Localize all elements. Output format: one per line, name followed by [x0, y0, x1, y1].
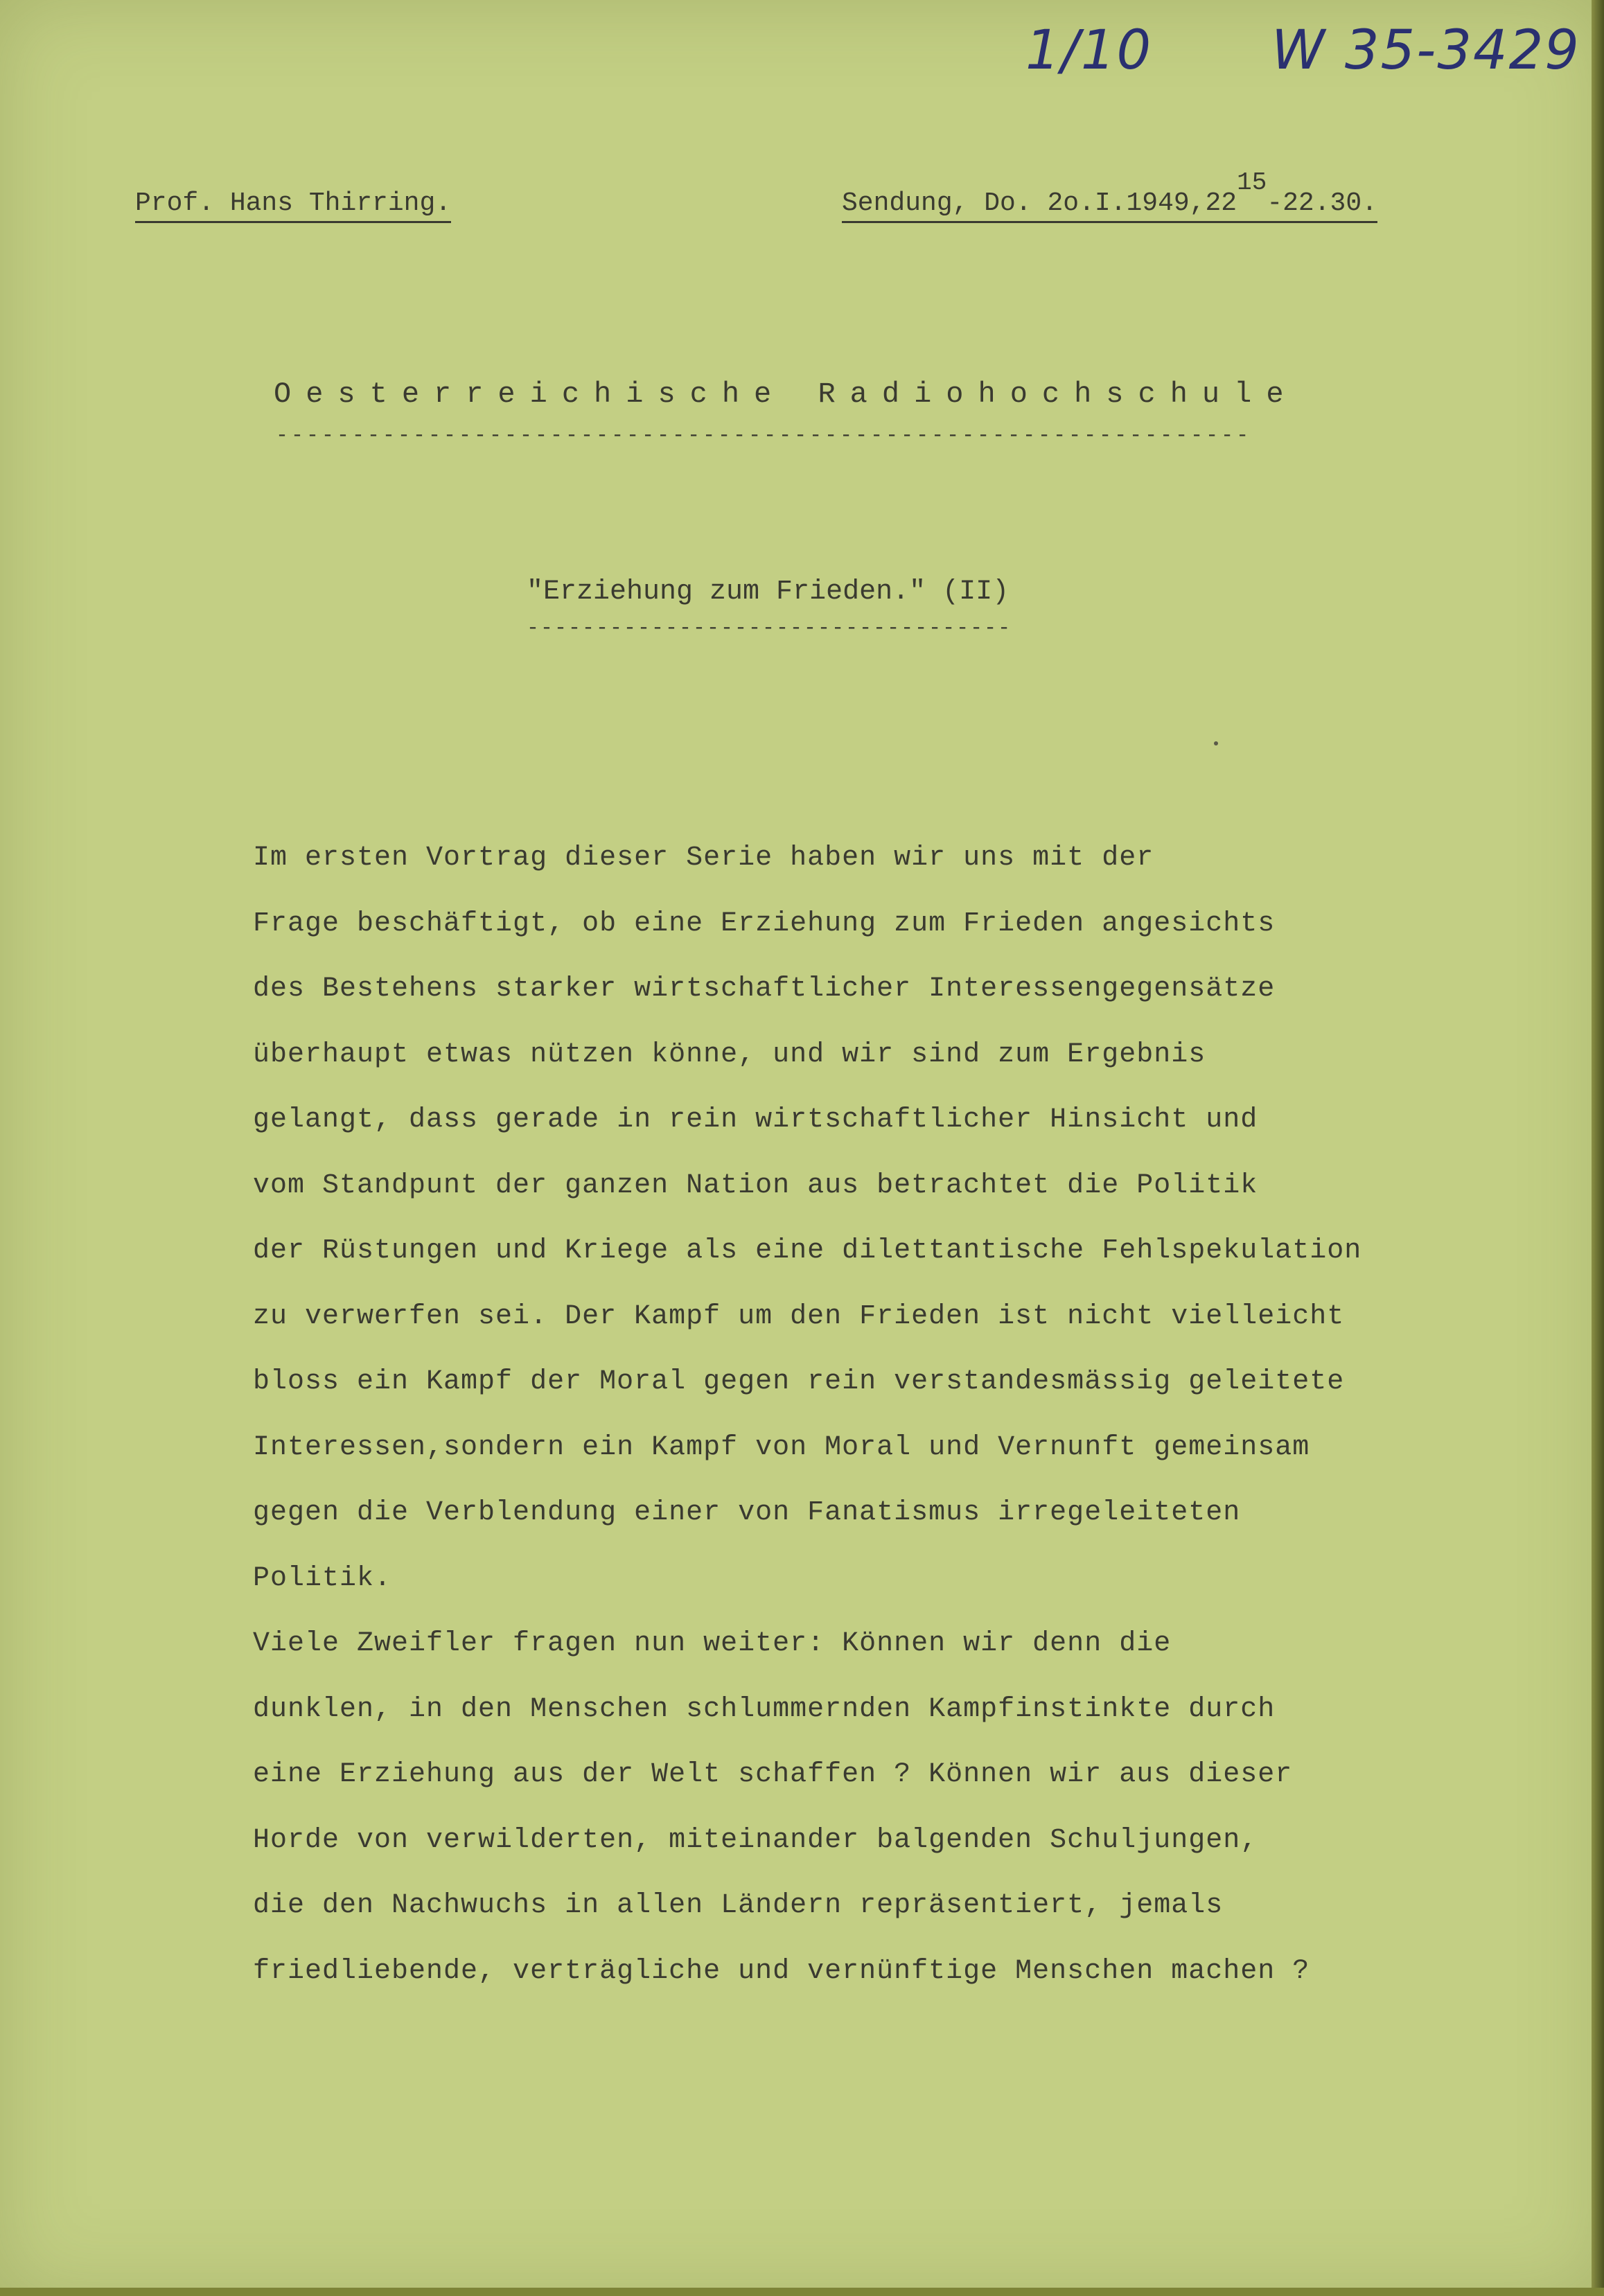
- ink-speck: [1214, 741, 1218, 745]
- body-line: gelangt, dass gerade in rein wirtschaftlicher Hinsicht und: [253, 1104, 1258, 1136]
- sheet-edge-shadow: [1592, 0, 1604, 2296]
- body-line: eine Erziehung aus der Welt schaffen ? Können wir aus dieser: [253, 1759, 1293, 1790]
- body-line: Politik.: [253, 1562, 392, 1594]
- lecture-title-underline: -----------------------------------: [527, 617, 1012, 640]
- body-line: überhaupt etwas nützen könne, und wir sind zum Ergebnis: [253, 1039, 1206, 1070]
- body-line: Interessen,sondern ein Kampf von Moral und Vernunft gemeinsam: [253, 1431, 1310, 1463]
- institution-underline: ----------------------------------------------------------------: [276, 424, 1252, 448]
- broadcast-date-main: Sendung, Do. 2o.I.1949,22: [842, 188, 1237, 218]
- broadcast-date: [842, 168, 1377, 223]
- handwritten-folio: 1/10: [1025, 19, 1153, 82]
- body-line: friedliebende, verträgliche und vernünftige Menschen machen ?: [253, 1955, 1310, 1987]
- body-line: Viele Zweifler fragen nun weiter: Können wir denn die: [253, 1628, 1172, 1659]
- institution-heading: Oesterreichische Radiohochschule: [274, 378, 1298, 411]
- lecture-title: "Erziehung zum Frieden." (II): [527, 576, 1010, 608]
- body-line: vom Standpunt der ganzen Nation aus betrachtet die Politik: [253, 1169, 1258, 1201]
- body-line: Im ersten Vortrag dieser Serie haben wir uns mit der: [253, 842, 1154, 874]
- body-line: Frage beschäftigt, ob eine Erziehung zum Frieden angesichts: [253, 908, 1276, 939]
- body-line: dunklen, in den Menschen schlummernden Kampfinstinkte durch: [253, 1693, 1276, 1725]
- broadcast-start-minutes: 15: [1237, 168, 1267, 197]
- author-name: Prof. Hans Thirring.: [135, 188, 451, 223]
- body-line: Horde von verwilderten, miteinander balgenden Schuljungen,: [253, 1824, 1258, 1856]
- body-line: der Rüstungen und Kriege als eine dilettantische Fehlspekulation: [253, 1235, 1362, 1266]
- broadcast-end-time: -22.30.: [1267, 188, 1377, 218]
- body-line: die den Nachwuchs in allen Ländern repräsentiert, jemals: [253, 1890, 1224, 1921]
- body-line: gegen die Verblendung einer von Fanatismus irregeleiteten: [253, 1497, 1241, 1528]
- body-line: bloss ein Kampf der Moral gegen rein verstandesmässig geleitete: [253, 1366, 1345, 1397]
- handwritten-archive-number: W 35-3429: [1271, 19, 1580, 82]
- body-line: zu verwerfen sei. Der Kampf um den Frieden ist nicht vielleicht: [253, 1300, 1345, 1332]
- body-line: des Bestehens starker wirtschaftlicher Interessengegensätze: [253, 973, 1276, 1005]
- sheet-bottom-edge: [0, 2288, 1604, 2296]
